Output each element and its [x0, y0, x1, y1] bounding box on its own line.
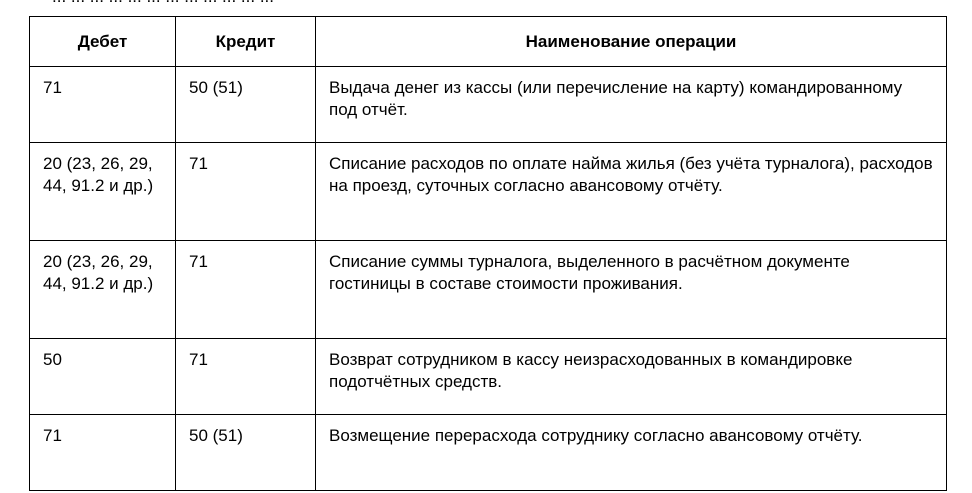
debit-cell: 71: [30, 415, 176, 491]
table-row: [30, 241, 947, 339]
table-row: [30, 67, 947, 143]
column-header-credit: Кредит: [176, 17, 316, 67]
column-header-operation: Наименование операции: [316, 17, 947, 67]
cropped-text-above-table: [52, 0, 274, 7]
debit-cell: 71: [30, 67, 176, 143]
table-row: [30, 339, 947, 415]
debit-cell: 20 (23, 26, 29, 44, 91.2 и др.): [30, 143, 176, 241]
debit-cell: 50: [30, 339, 176, 415]
operation-cell: Выдача денег из кассы (или перечисление на карту) командированному под отчёт.: [316, 67, 947, 143]
credit-cell: 71: [176, 241, 316, 339]
credit-cell: 71: [176, 143, 316, 241]
operation-cell: Возмещение перерасхода сотруднику согласно авансовому отчёту.: [316, 415, 947, 491]
operation-cell: Возврат сотрудником в кассу неизрасходованных в командировке подотчётных средств.: [316, 339, 947, 415]
debit-cell: 20 (23, 26, 29, 44, 91.2 и др.): [30, 241, 176, 339]
operation-cell: Списание расходов по оплате найма жилья (без учёта турналога), расходов на проезд, суточных согласно авансовому отчёту.: [316, 143, 947, 241]
credit-cell: 50 (51): [176, 67, 316, 143]
operation-cell: Списание суммы турналога, выделенного в расчётном документе гостиницы в составе стоимости проживания.: [316, 241, 947, 339]
accounting-entries-table: [29, 16, 947, 491]
credit-cell: 71: [176, 339, 316, 415]
table-row: [30, 415, 947, 491]
column-header-debit: Дебет: [30, 17, 176, 67]
table-header-row: [30, 17, 947, 67]
credit-cell: 50 (51): [176, 415, 316, 491]
table-row: [30, 143, 947, 241]
